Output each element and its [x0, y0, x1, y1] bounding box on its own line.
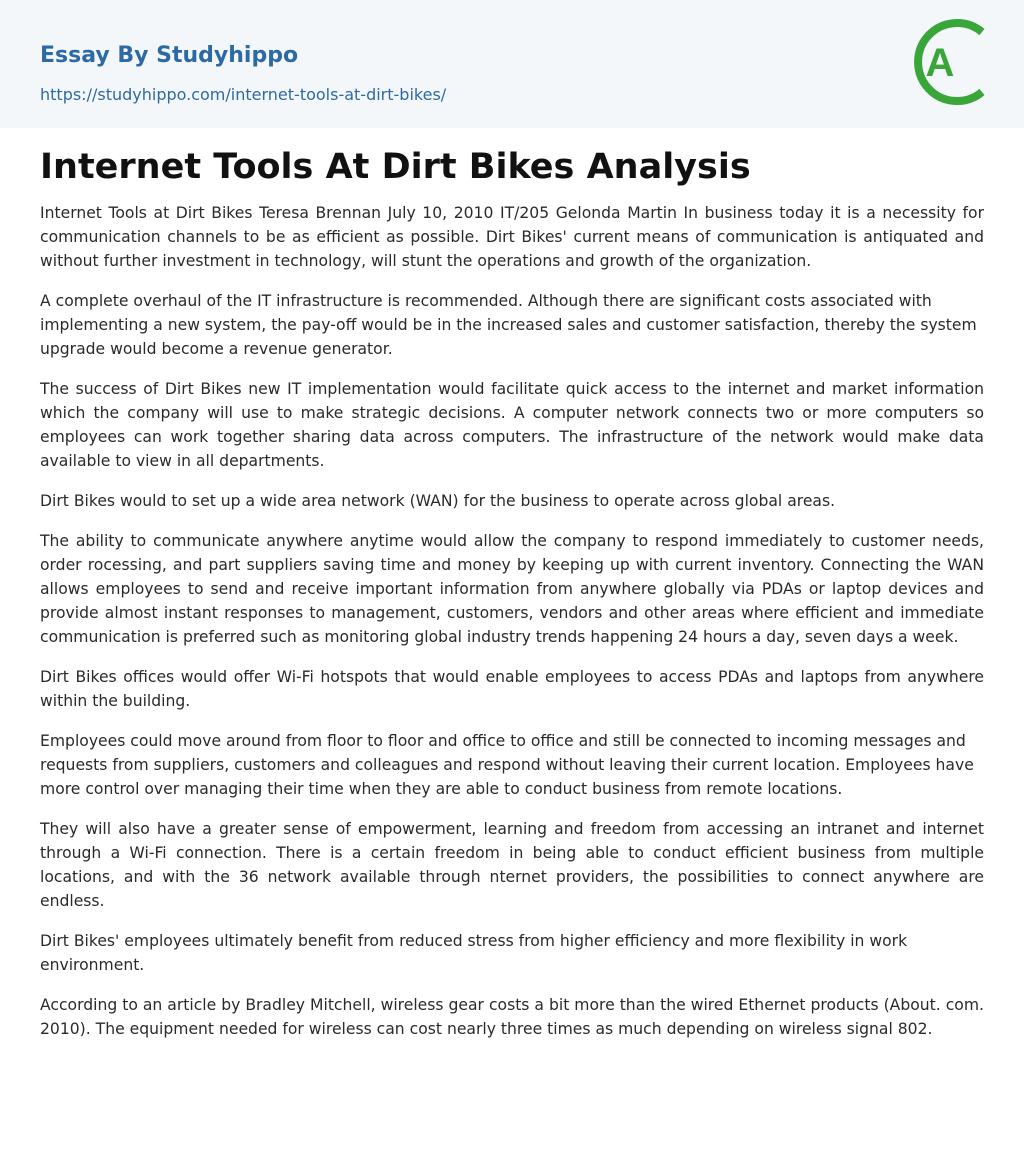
paragraph-2: A complete overhaul of the IT infrastructure is recommended. Although there are significant costs associated with implementing a new system, the pay-off would be in the increased sales and customer satisfaction, thereby the system upgrade would become a revenue generator. — [40, 292, 977, 358]
logo-letter: A — [925, 41, 955, 85]
paragraph-9: Dirt Bikes' employees ultimately benefit from reduced stress from higher efficiency and more flexibility in work environment. — [40, 932, 908, 974]
article-body — [40, 201, 984, 1057]
studyhippo-logo-icon[interactable] — [912, 18, 988, 106]
paragraph-6: Dirt Bikes offices would offer Wi-Fi hotspots that would enable employees to access PDAs and laptops from anywhere within the building. — [40, 668, 984, 710]
source-url-link[interactable]: https://studyhippo.com/internet-tools-at-dirt-bikes/ — [40, 85, 447, 104]
paragraph-7: Employees could move around from floor to floor and office to office and still be connected to incoming messages and requests from suppliers, customers and colleagues and respond without leaving their current location. Employees have more control over managing their time when they are able to conduct business from remote locations. — [40, 732, 974, 798]
paragraph-4: Dirt Bikes would to set up a wide area network (WAN) for the business to operate across global areas. — [40, 492, 836, 510]
paragraph-5: The ability to communicate anywhere anytime would allow the company to respond immediately to customer needs, order rocessing, and part suppliers saving time and money by keeping up with current inventory. Connecting the WAN allows employees to send and receive important information from anywhere globally via PDAs or laptop devices and provide almost instant responses to management, customers, vendors and other areas where efficient and immediate communication is preferred such as monitoring global industry trends happening 24 hours a day, seven days a week. — [40, 532, 984, 646]
brand-title[interactable]: Essay By Studyhippo — [40, 43, 299, 68]
site-header — [0, 0, 1024, 128]
page-title: Internet Tools At Dirt Bikes Analysis — [40, 147, 751, 187]
paragraph-1: Internet Tools at Dirt Bikes Teresa Brennan July 10, 2010 IT/205 Gelonda Martin In business today it is a necessity for communication channels to be as efficient as possible. Dirt Bikes' current means of communication is antiquated and without further investment in technology, will stunt the operations and growth of the organization. — [40, 204, 984, 270]
paragraph-8: They will also have a greater sense of empowerment, learning and freedom from accessing an intranet and internet through a Wi-Fi connection. There is a certain freedom in being able to conduct efficient business from multiple locations, and with the 36 network available through nternet providers, the possibilities to connect anywhere are endless. — [40, 820, 984, 910]
paragraph-10: According to an article by Bradley Mitchell, wireless gear costs a bit more than the wired Ethernet products (About. com. 2010). The equipment needed for wireless can cost nearly three times as much depending on wireless signal 802. — [40, 996, 984, 1038]
paragraph-3: The success of Dirt Bikes new IT implementation would facilitate quick access to the internet and market information which the company will use to make strategic decisions. A computer network connects two or more computers so employees can work together sharing data across computers. The infrastructure of the network would make data available to view in all departments. — [40, 380, 984, 470]
